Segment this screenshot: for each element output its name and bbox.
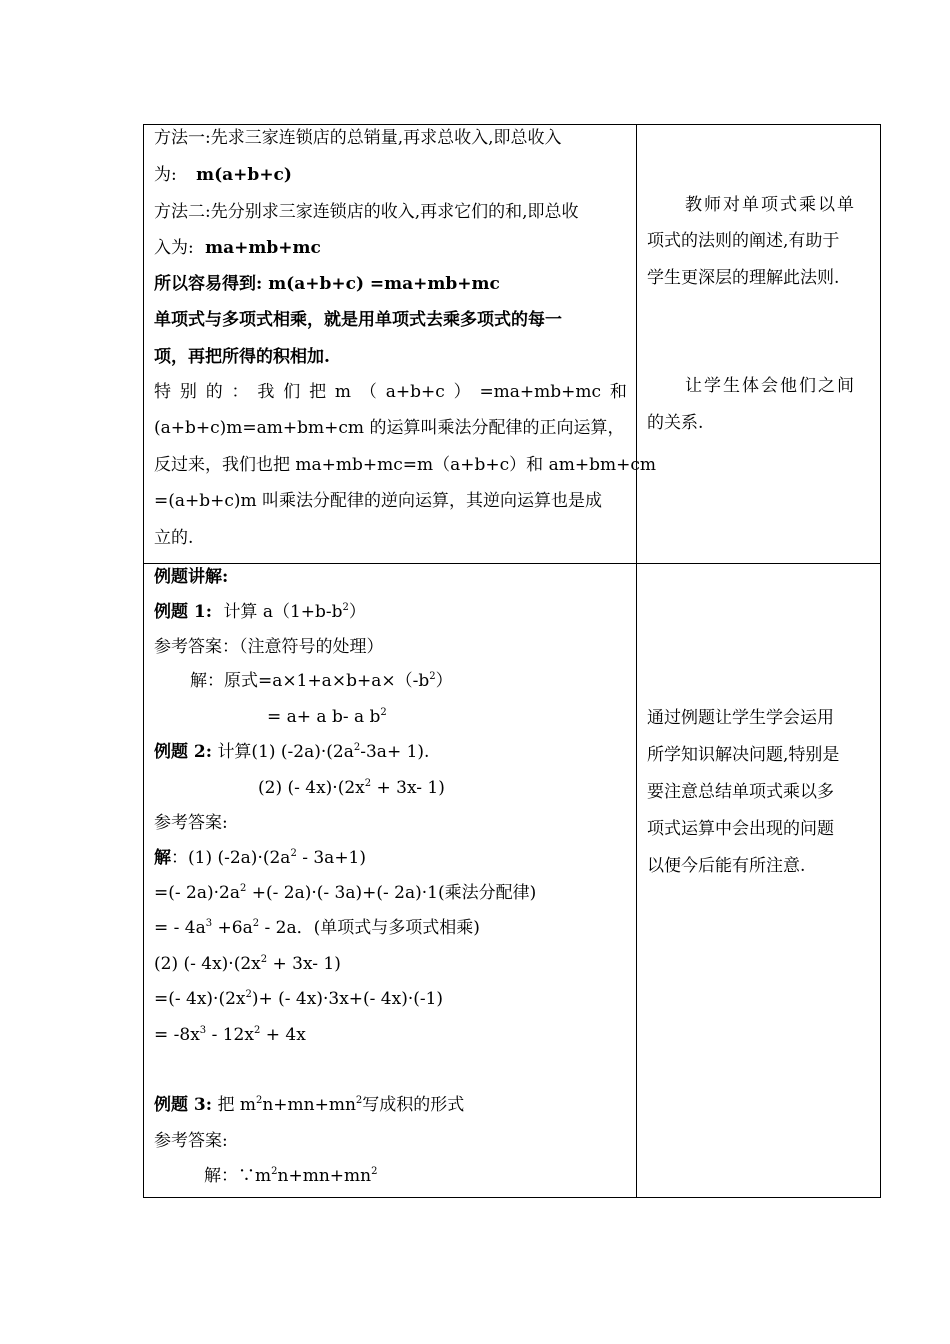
solution-text: n+mn+mn <box>277 1166 372 1186</box>
superscript: 2 <box>252 918 260 929</box>
superscript: 2 <box>271 1166 278 1177</box>
note-line: 以便今后能有所注意. <box>647 856 806 876</box>
solution-text: = - 4a <box>154 918 206 938</box>
solution-label: 解 <box>154 848 171 868</box>
solution-text: ） <box>435 671 453 691</box>
example-2-part-2 <box>258 777 445 799</box>
special-line-3: 反过来，我们也把 ma+mb+mc=m（a+b+c）和 am+bm+cm <box>154 455 656 475</box>
solution-text: +(- 2a)·(- 3a)+(- 2a)·1(乘法分配律) <box>246 883 537 903</box>
example-text: 计算 a（1+b-b <box>223 602 343 622</box>
special-line-5: 立的. <box>154 528 194 548</box>
notes-cell <box>637 564 880 1197</box>
note-line: 让学生体会他们之间 <box>685 376 856 396</box>
method-one-line: 方法一:先求三家连锁店的总销量,再求总收入,即总收入 <box>154 128 562 148</box>
superscript: 2 <box>429 671 436 682</box>
special-line-1 <box>154 381 627 403</box>
example-3 <box>154 1094 464 1116</box>
rule-line-1: 单项式与多项式相乘，就是用单项式去乘多项式的每一 <box>154 310 562 330</box>
method-one-expression: m(a+b+c) <box>196 165 292 185</box>
example-text: n+mn+mn <box>262 1095 356 1115</box>
solution-text: - 12x <box>206 1025 254 1045</box>
special-word: ： <box>231 382 249 402</box>
solution-text: - 2a．(单项式与多项式相乘) <box>259 918 480 938</box>
solution-text: - 3a+1) <box>296 848 367 868</box>
notes-cell <box>637 125 880 563</box>
superscript: 2 <box>364 778 372 789</box>
solution-line <box>154 1024 306 1046</box>
superscript: 2 <box>260 954 268 965</box>
example-text: -3a+ 1). <box>360 742 430 762</box>
note-line: 的关系. <box>647 413 704 433</box>
lesson-table <box>143 124 881 1198</box>
note-line: 项式运算中会出现的问题 <box>647 819 834 839</box>
special-word: ） <box>453 382 471 402</box>
solution-text: 解：原式=a×1+a×b+a×（-b <box>190 671 430 691</box>
solution-line <box>154 847 366 869</box>
superscript: 2 <box>245 989 252 1000</box>
solution-text: 解：∵m <box>204 1166 272 1186</box>
solution-text: )+ (- 4x)·3x+(- 4x)·(-1) <box>251 989 444 1009</box>
note-line: 所学知识解决问题,特别是 <box>647 745 840 765</box>
solution-text: = -8x <box>154 1025 200 1045</box>
superscript: 2 <box>253 1025 261 1036</box>
example-text: + 3x- 1) <box>371 778 445 798</box>
method-two-result <box>154 237 321 259</box>
solution-text: + 4x <box>260 1025 306 1045</box>
solution-line <box>154 917 480 939</box>
solution-line <box>204 1165 377 1187</box>
solution-text: = a+ a b- a b <box>267 707 381 727</box>
solution-text: (2) (- 4x)·(2x <box>154 954 261 974</box>
special-word: 别 <box>179 382 197 402</box>
answer-label: 参考答案: <box>154 813 228 833</box>
superscript: 2 <box>353 742 361 753</box>
superscript: 3 <box>205 918 213 929</box>
solution-line <box>267 706 387 728</box>
solution-text: ：(1) (-2a)·(2a <box>171 848 291 868</box>
special-word: 我 <box>257 382 275 402</box>
table-row <box>144 125 880 564</box>
special-word: 和 <box>609 382 627 402</box>
solution-line <box>154 882 536 904</box>
method-one-prefix: 为: <box>154 165 177 185</box>
special-word: 们 <box>283 382 301 402</box>
solution-line <box>190 670 453 692</box>
superscript: 2 <box>255 1095 263 1106</box>
superscript: 2 <box>371 1166 378 1177</box>
answer-label: 参考答案: <box>154 1131 228 1151</box>
note-line: 要注意总结单项式乘以多 <box>647 782 834 802</box>
special-word: 特 <box>154 382 171 402</box>
table-row <box>144 564 880 1197</box>
method-two-line: 方法二:先分别求三家连锁店的收入,再求它们的和,即总收 <box>154 202 579 222</box>
note-line: 通过例题让学生学会运用 <box>647 708 834 728</box>
solution-text: =(- 4x)·(2x <box>154 989 246 1009</box>
rule-line-2: 项，再把所得的积相加. <box>154 347 330 367</box>
superscript: 2 <box>290 848 297 859</box>
note-line: 项式的法则的阐述,有助于 <box>647 231 840 251</box>
note-line: 学生更深层的理解此法则. <box>647 268 840 288</box>
solution-text: +6a <box>212 918 253 938</box>
method-two-prefix: 入为: <box>154 238 194 258</box>
example-text: (2) (- 4x)·(2x <box>258 778 365 798</box>
method-two-expression: ma+mb+mc <box>205 238 321 258</box>
special-word: m <box>334 382 352 402</box>
example-label: 例题 3: <box>154 1095 213 1115</box>
example-2 <box>154 741 429 763</box>
solution-text: =(- 2a)·2a <box>154 883 240 903</box>
example-label: 例题 1: <box>154 602 213 622</box>
superscript: 3 <box>199 1025 207 1036</box>
superscript: 2 <box>239 883 247 894</box>
content-cell <box>144 564 637 1197</box>
note-line: 教师对单项式乘以单 <box>685 195 856 215</box>
special-line-2: (a+b+c)m=am+bm+cm 的运算叫乘法分配律的正向运算， <box>154 418 625 438</box>
special-word: a+b+c <box>385 382 445 402</box>
special-line-4: =(a+b+c)m 叫乘法分配律的逆向运算，其逆向运算也是成 <box>154 491 603 511</box>
conclusion-line: 所以容易得到: m(a+b+c) =ma+mb+mc <box>154 274 500 294</box>
example-text: 把 m <box>217 1095 256 1115</box>
solution-line <box>154 988 443 1010</box>
examples-heading: 例题讲解: <box>154 567 229 587</box>
example-text: 计算(1) (-2a)·(2a <box>217 742 354 762</box>
example-1 <box>154 601 366 623</box>
special-word: 的 <box>205 382 223 402</box>
example-label: 例题 2: <box>154 742 213 762</box>
solution-line <box>154 953 341 975</box>
superscript: 2 <box>380 707 387 718</box>
solution-text: + 3x- 1) <box>267 954 341 974</box>
content-cell <box>144 125 656 563</box>
example-text: ） <box>348 602 366 622</box>
answer-label: 参考答案：（注意符号的处理） <box>154 637 384 657</box>
special-word: （ <box>359 382 377 402</box>
method-one-result <box>154 164 292 186</box>
special-word: 把 <box>309 382 327 402</box>
example-text: 写成积的形式 <box>362 1095 465 1115</box>
special-word: =ma+mb+mc <box>479 382 602 402</box>
superscript: 2 <box>355 1095 363 1106</box>
superscript: 2 <box>342 602 349 613</box>
